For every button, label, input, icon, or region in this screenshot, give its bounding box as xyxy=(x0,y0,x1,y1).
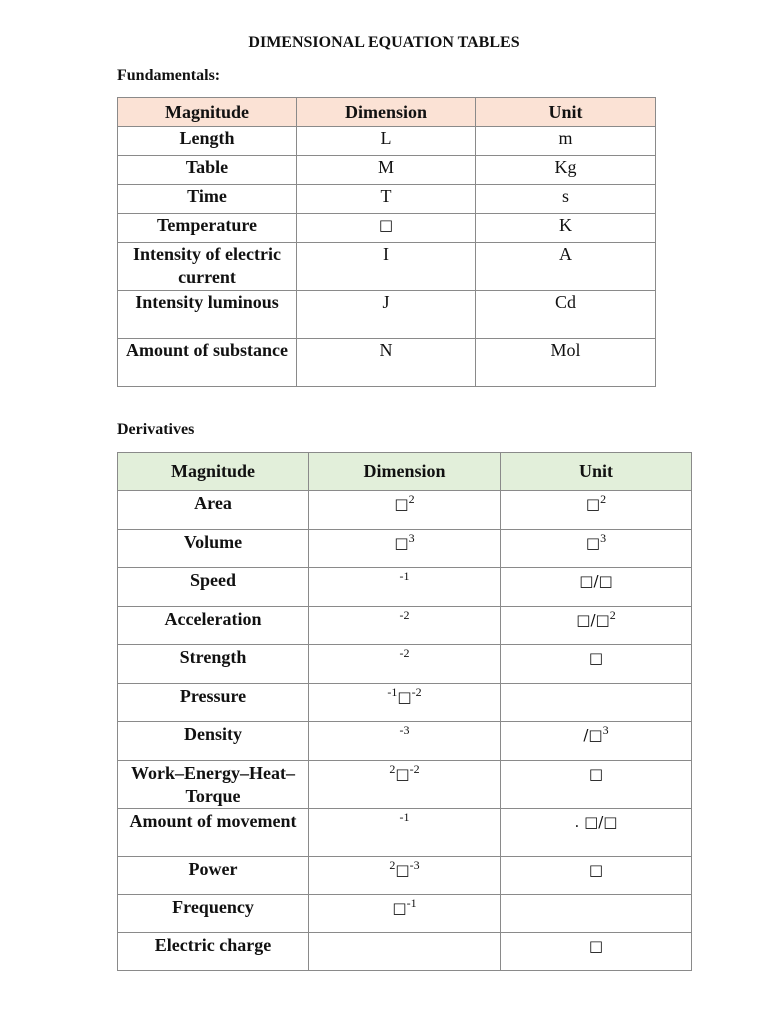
magnitude-cell: Pressure xyxy=(118,684,309,722)
dimension-cell: N xyxy=(297,339,476,387)
magnitude-cell: Time xyxy=(118,185,297,214)
magnitude-cell: Table xyxy=(118,156,297,185)
dimension-cell xyxy=(309,761,501,809)
magnitude-cell: Density xyxy=(118,722,309,761)
unit-symbol: □/□ xyxy=(579,572,613,590)
unit-cell xyxy=(501,809,692,857)
dimension-cell: T xyxy=(297,185,476,214)
table-row xyxy=(118,214,656,243)
unit-cell xyxy=(501,607,692,645)
magnitude-cell: Electric charge xyxy=(118,933,309,971)
unit-cell: m xyxy=(476,127,656,156)
dimension-cell xyxy=(309,530,501,568)
unit-cell xyxy=(501,857,692,895)
dimension-cell xyxy=(309,809,501,857)
page-title: DIMENSIONAL EQUATION TABLES xyxy=(248,34,520,51)
unit-symbol: □ xyxy=(588,765,604,783)
unit-symbol: □ xyxy=(588,937,604,955)
unit-cell xyxy=(501,722,692,761)
dimension-cell: L xyxy=(297,127,476,156)
unit-symbol: □/□ xyxy=(576,611,610,629)
table-row xyxy=(118,722,692,761)
dimension-exponent: -1 xyxy=(399,810,410,824)
unit-cell xyxy=(501,933,692,971)
unit-symbol: . □/□ xyxy=(574,813,618,831)
header-magnitude: Magnitude xyxy=(118,453,309,491)
dimension-symbol: □ xyxy=(395,765,410,783)
fundamentals-table xyxy=(117,97,656,387)
dimension-cell: □ xyxy=(297,214,476,243)
magnitude-cell: Frequency xyxy=(118,895,309,933)
dimension-cell: J xyxy=(297,291,476,339)
table-row xyxy=(118,809,692,857)
table-row xyxy=(118,243,656,291)
table-row xyxy=(118,291,656,339)
dimension-cell: I xyxy=(297,243,476,291)
table-row xyxy=(118,185,656,214)
table-row xyxy=(118,895,692,933)
table-row xyxy=(118,127,656,156)
dimension-cell xyxy=(309,722,501,761)
dimension-exponent: 2 xyxy=(408,492,415,506)
magnitude-cell: Amount of movement xyxy=(118,809,309,857)
header-unit: Unit xyxy=(501,453,692,491)
dimension-cell xyxy=(309,684,501,722)
header-dimension: Dimension xyxy=(297,98,476,127)
unit-cell: s xyxy=(476,185,656,214)
dimension-exponent: -2 xyxy=(399,646,410,660)
magnitude-cell: Intensity luminous xyxy=(118,291,297,339)
dimension-cell xyxy=(309,645,501,684)
unit-cell xyxy=(501,491,692,530)
unit-cell xyxy=(501,684,692,722)
dimension-exponent: -2 xyxy=(409,762,420,776)
magnitude-cell: Power xyxy=(118,857,309,895)
derivatives-table xyxy=(117,452,692,971)
table-row xyxy=(118,645,692,684)
dimension-cell: M xyxy=(297,156,476,185)
dimension-cell xyxy=(309,607,501,645)
dimension-exponent: -2 xyxy=(411,685,422,699)
dimension-exponent: -3 xyxy=(409,858,420,872)
derivatives-label: Derivatives xyxy=(117,421,195,438)
unit-cell: Cd xyxy=(476,291,656,339)
table-row xyxy=(118,530,692,568)
unit-cell xyxy=(501,645,692,684)
unit-exponent: 2 xyxy=(609,608,616,622)
dimension-prefix-exponent: -1 xyxy=(387,685,398,699)
dimension-exponent: 3 xyxy=(408,531,415,545)
table-row xyxy=(118,684,692,722)
dimension-cell xyxy=(309,895,501,933)
dimension-cell xyxy=(309,933,501,971)
unit-symbol: □ xyxy=(585,534,601,552)
unit-cell xyxy=(501,895,692,933)
header-unit: Unit xyxy=(476,98,656,127)
unit-cell xyxy=(501,530,692,568)
dimension-exponent: -1 xyxy=(399,569,410,583)
unit-exponent: 3 xyxy=(600,531,607,545)
dimension-exponent: -1 xyxy=(406,896,417,910)
table-row xyxy=(118,491,692,530)
table-row xyxy=(118,339,656,387)
table-row xyxy=(118,156,656,185)
magnitude-cell: Temperature xyxy=(118,214,297,243)
dimension-symbol: □ xyxy=(395,861,410,879)
table-row xyxy=(118,857,692,895)
unit-exponent: 2 xyxy=(600,492,607,506)
unit-cell: K xyxy=(476,214,656,243)
table-row xyxy=(118,568,692,607)
magnitude-cell: Strength xyxy=(118,645,309,684)
fundamentals-label: Fundamentals: xyxy=(117,67,221,84)
header-dimension: Dimension xyxy=(309,453,501,491)
unit-symbol: /□ xyxy=(583,726,603,744)
dimension-exponent: -2 xyxy=(399,608,410,622)
dimension-symbol: □ xyxy=(394,495,409,513)
dimension-symbol: □ xyxy=(397,688,412,706)
unit-symbol: □ xyxy=(588,861,604,879)
magnitude-cell: Volume xyxy=(118,530,309,568)
unit-cell xyxy=(501,568,692,607)
dimension-prefix-exponent: 2 xyxy=(389,762,396,776)
magnitude-cell: Speed xyxy=(118,568,309,607)
magnitude-cell: Intensity of electric current xyxy=(118,243,297,291)
magnitude-cell: Area xyxy=(118,491,309,530)
unit-exponent: 3 xyxy=(602,723,609,737)
dimension-symbol: □ xyxy=(394,534,409,552)
unit-cell: Kg xyxy=(476,156,656,185)
unit-symbol: □ xyxy=(588,649,604,667)
unit-symbol: □ xyxy=(585,495,601,513)
dimension-cell xyxy=(309,491,501,530)
table-row xyxy=(118,761,692,809)
unit-cell: A xyxy=(476,243,656,291)
magnitude-cell: Length xyxy=(118,127,297,156)
magnitude-cell: Acceleration xyxy=(118,607,309,645)
unit-cell: Mol xyxy=(476,339,656,387)
magnitude-cell: Amount of substance xyxy=(118,339,297,387)
dimension-symbol: □ xyxy=(392,899,407,917)
magnitude-cell: Work–Energy–Heat–Torque xyxy=(118,761,309,809)
table-row xyxy=(118,933,692,971)
header-magnitude: Magnitude xyxy=(118,98,297,127)
dimension-cell xyxy=(309,857,501,895)
table-row xyxy=(118,607,692,645)
dimension-cell xyxy=(309,568,501,607)
dimension-prefix-exponent: 2 xyxy=(389,858,396,872)
dimension-exponent: -3 xyxy=(399,723,410,737)
unit-cell xyxy=(501,761,692,809)
